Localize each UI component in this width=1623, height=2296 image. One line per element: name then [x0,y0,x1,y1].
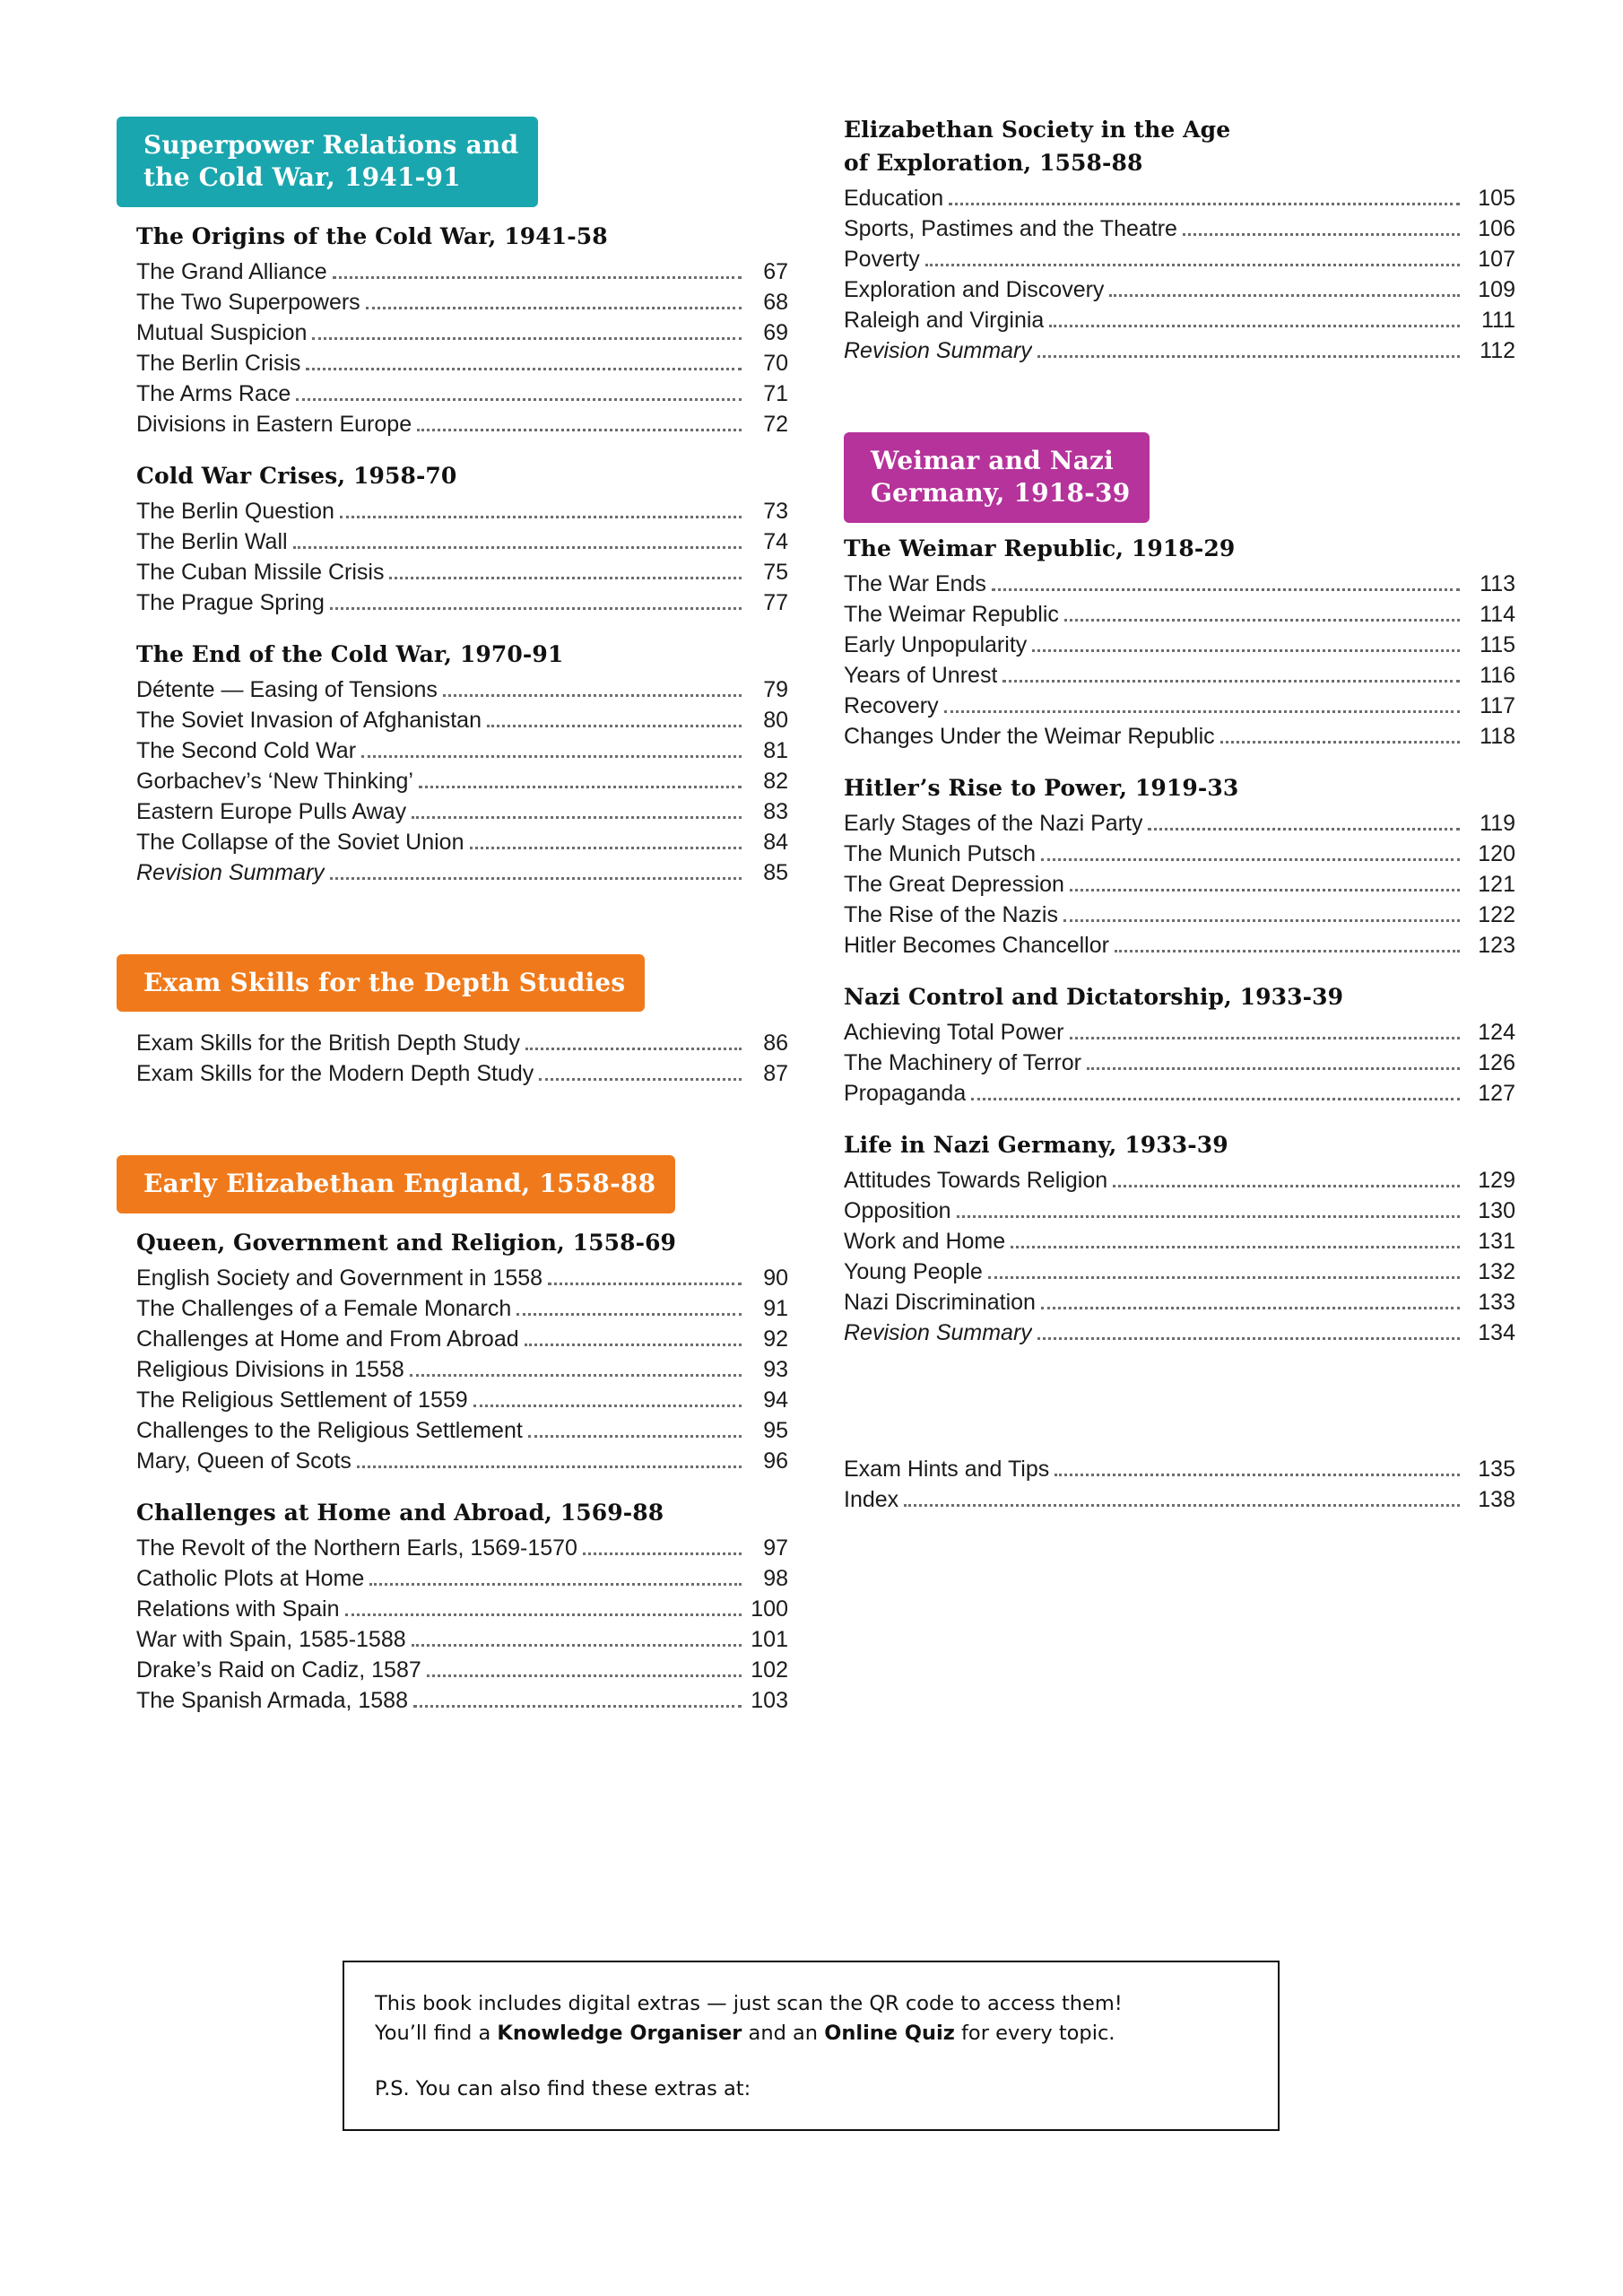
entry-title: The Challenges of a Female Monarch [136,1295,512,1321]
leader-dots [525,1048,742,1050]
entry-page: 127 [1478,1080,1515,1106]
entry-title: The Munich Putsch [844,840,1036,866]
entry-title: The War Ends [844,570,986,596]
toc-entry[interactable] [844,183,1515,213]
entry-page: 107 [1478,247,1515,272]
leader-dots [330,607,742,610]
toc-group-back-matter [844,1454,1515,1515]
leader-dots [306,368,742,370]
toc-group-origins-cold-war [117,223,788,439]
toc-entry[interactable] [136,1685,788,1716]
entry-title: Sports, Pastimes and the Theatre [844,216,1177,241]
toc-entry[interactable] [136,496,788,526]
entry-page: 86 [763,1031,788,1057]
leader-dots [539,1078,742,1081]
toc-entry[interactable] [136,287,788,317]
entry-title: Divisions in Eastern Europe [136,411,412,437]
toc-group-weimar-republic [844,535,1515,752]
leader-dots [1055,1474,1460,1476]
note-line-1: This book includes digital extras — just scan the QR code to access them! [375,1992,1123,2015]
toc-entry[interactable] [844,569,1515,599]
entry-page: 118 [1480,723,1515,749]
leader-dots [443,694,742,697]
note-line-2-part-2: and an [742,2021,825,2045]
toc-entry-index[interactable] [844,1484,1515,1515]
entry-page: 105 [1478,186,1515,211]
leader-dots [548,1283,742,1285]
entry-title: Revision Summary [844,338,1032,363]
toc-entry[interactable] [136,1594,788,1624]
entry-page: 83 [763,798,788,824]
entry-title: Opposition [844,1197,951,1223]
section-banner-superpower-relations [117,117,788,207]
entry-page: 97 [763,1535,788,1561]
entry-page: 93 [763,1356,788,1382]
leader-dots [293,546,742,549]
toc-entry[interactable] [844,900,1515,930]
entry-title: Raleigh and Virginia [844,308,1045,333]
entry-title: The Collapse of the Soviet Union [136,829,464,855]
note-line-2-part-1: You’ll find a [375,2021,498,2045]
toc-entry[interactable] [844,1226,1515,1257]
entry-title: Challenges to the Religious Settlement [136,1417,523,1443]
toc-group-hitlers-rise-to-power [844,775,1515,961]
toc-entry[interactable] [844,721,1515,752]
entry-page: 116 [1480,662,1515,688]
toc-entry[interactable] [844,274,1515,305]
leader-dots [1037,355,1460,358]
toc-group-elizabethan-society [844,117,1515,366]
leader-dots [1041,1307,1460,1309]
entry-title: Recovery [844,692,939,718]
banner-line-1: Early Elizabethan England, 1558-88 [143,1169,656,1199]
toc-entry[interactable] [136,1354,788,1385]
leader-dots [583,1552,742,1555]
leader-dots [417,429,742,431]
leader-dots [312,337,742,340]
entry-page: 119 [1480,810,1515,836]
leader-dots [525,1344,742,1346]
entry-page: 75 [763,559,788,585]
toc-entry[interactable] [844,691,1515,721]
leader-dots [1109,294,1460,297]
toc-entry[interactable] [844,1257,1515,1287]
entry-page: 80 [763,707,788,733]
entry-title: Index [844,1486,899,1512]
banner-line-1: Weimar and Nazi [871,446,1114,475]
toc-entry[interactable] [844,244,1515,274]
leader-dots [1041,858,1460,861]
entry-title: Gorbachev’s ‘New Thinking’ [136,768,413,794]
entry-page: 117 [1480,692,1515,718]
entry-title: The Prague Spring [136,589,325,615]
entry-title: The Great Depression [844,871,1064,897]
entry-title: The Rise of the Nazis [844,901,1058,927]
toc-entry[interactable] [136,1263,788,1293]
entry-title: The Berlin Crisis [136,350,301,376]
toc-entry[interactable] [136,1533,788,1563]
toc-entry[interactable] [136,348,788,378]
entry-page: 132 [1478,1258,1515,1284]
leader-dots [330,877,742,880]
group-heading: Life in Nazi Germany, 1933-39 [844,1131,1228,1158]
toc-entry[interactable] [136,1624,788,1655]
entry-title: Eastern Europe Pulls Away [136,798,407,824]
entry-title: Revision Summary [136,859,325,885]
entry-title: Drake’s Raid on Cadiz, 1587 [136,1657,421,1683]
entry-title: Exploration and Discovery [844,277,1105,302]
entry-title: Revision Summary [844,1319,1032,1345]
toc-entry[interactable] [136,587,788,618]
group-heading: Hitler’s Rise to Power, 1919-33 [844,774,1239,801]
toc-entry[interactable] [844,305,1515,335]
leader-dots [528,1435,742,1438]
entry-page: 115 [1480,631,1515,657]
entry-title: Poverty [844,247,920,272]
toc-entry[interactable] [844,839,1515,869]
entry-page: 95 [763,1417,788,1443]
entry-title: Nazi Discrimination [844,1289,1036,1315]
toc-entry[interactable] [844,1078,1515,1109]
section-banner-early-elizabethan-england [117,1155,788,1213]
entry-title: Exam Skills for the British Depth Study [136,1031,520,1057]
toc-entry[interactable] [136,1385,788,1415]
toc-group-end-cold-war [117,641,788,888]
toc-entry[interactable] [136,735,788,766]
entry-title: Early Unpopularity [844,631,1028,657]
toc-column-right [844,117,1515,1716]
entry-title: Mutual Suspicion [136,319,308,345]
entry-page: 71 [763,380,788,406]
toc-entry[interactable] [844,930,1515,961]
group-heading: Challenges at Home and Abroad, 1569-88 [136,1499,664,1526]
leader-dots [1032,649,1460,652]
entry-title: Changes Under the Weimar Republic [844,723,1215,749]
toc-entry[interactable] [844,599,1515,630]
toc-group-challenges-home-abroad [117,1500,788,1716]
entry-title: The Grand Alliance [136,258,327,284]
note-line-3: P.S. You can also find these extras at: [375,2077,751,2101]
entry-page: 79 [763,676,788,702]
leader-dots [1037,1337,1460,1340]
toc-entry[interactable] [136,1415,788,1446]
leader-dots [1220,741,1460,744]
group-heading: The Origins of the Cold War, 1941-58 [136,222,608,249]
leader-dots [470,847,742,849]
toc-group-life-in-nazi-germany [844,1132,1515,1348]
spacer [117,1112,788,1155]
leader-dots [427,1674,742,1677]
leader-dots [1113,1185,1460,1187]
entry-title: The Arms Race [136,380,291,406]
leader-dots [473,1405,742,1407]
toc-entry[interactable] [136,1655,788,1685]
leader-dots [410,1374,742,1377]
entry-page: 74 [763,528,788,554]
leader-dots [988,1276,1460,1279]
entry-page: 102 [751,1657,788,1683]
toc-group-cold-war-crises [117,463,788,618]
entry-title: The Revolt of the Northern Earls, 1569-1570 [136,1535,577,1561]
leader-dots [1011,1246,1460,1248]
entry-title: Hitler Becomes Chancellor [844,932,1109,958]
entry-title: English Society and Government in 1558 [136,1265,543,1291]
entry-title: War with Spain, 1585-1588 [136,1626,406,1652]
entry-title: Religious Divisions in 1558 [136,1356,404,1382]
entry-page: 109 [1478,277,1515,302]
entry-title: The Weimar Republic [844,601,1059,627]
entry-page: 67 [763,258,788,284]
toc-entry[interactable] [844,1165,1515,1196]
leader-dots [1064,619,1460,622]
toc-group-exam-skills [117,1028,788,1089]
toc-entry-revision-summary[interactable] [844,335,1515,366]
entry-title: The Religious Settlement of 1559 [136,1387,468,1413]
entry-page: 98 [763,1565,788,1591]
leader-dots [516,1313,742,1316]
entry-page: 84 [763,829,788,855]
toc-entry[interactable] [136,1058,788,1089]
entry-page: 70 [763,350,788,376]
toc-entry[interactable] [136,766,788,796]
leader-dots [957,1215,1460,1218]
toc-entry-revision-summary[interactable] [844,1318,1515,1348]
banner-line-2: the Cold War, 1941-91 [143,162,461,193]
leader-dots [487,725,742,727]
leader-dots [1049,325,1460,327]
entry-title: The Berlin Wall [136,528,288,554]
entry-page: 134 [1478,1319,1515,1345]
toc-entry[interactable] [136,674,788,705]
toc-entry[interactable] [844,808,1515,839]
leader-dots [296,398,742,401]
entry-page: 81 [763,737,788,763]
knowledge-organiser-label: Knowledge Organiser [497,2021,742,2045]
entry-page: 91 [763,1295,788,1321]
leader-dots [345,1613,742,1616]
entry-title: Exam Hints and Tips [844,1456,1050,1482]
entry-page: 130 [1478,1197,1515,1223]
leader-dots [925,264,1460,266]
leader-dots [944,710,1460,713]
entry-page: 85 [763,859,788,885]
entry-title: Education [844,186,944,211]
entry-page: 94 [763,1387,788,1413]
entry-page: 72 [763,411,788,437]
toc-entry[interactable] [844,1287,1515,1318]
entry-title: The Soviet Invasion of Afghanistan [136,707,482,733]
entry-page: 92 [763,1326,788,1352]
leader-dots [1115,950,1460,952]
toc-entry[interactable] [136,409,788,439]
entry-title: Challenges at Home and From Abroad [136,1326,519,1352]
leader-dots [412,816,742,819]
leader-dots [1148,828,1460,831]
entry-page: 129 [1478,1167,1515,1193]
entry-page: 90 [763,1265,788,1291]
toc-entry[interactable] [844,1017,1515,1048]
leader-dots [389,577,742,579]
entry-title: Achieving Total Power [844,1019,1064,1045]
entry-page: 135 [1478,1456,1515,1482]
leader-dots [419,786,742,788]
leader-dots [904,1504,1460,1507]
group-heading: Cold War Crises, 1958-70 [136,462,457,489]
entry-title: The Cuban Missile Crisis [136,559,385,585]
entry-page: 131 [1478,1228,1515,1254]
entry-page: 82 [763,768,788,794]
entry-title: The Machinery of Terror [844,1049,1081,1075]
entry-page: 124 [1478,1019,1515,1045]
toc-entry[interactable] [844,213,1515,244]
entry-title: Work and Home [844,1228,1006,1254]
leader-dots [1070,1037,1460,1039]
leader-dots [949,203,1460,205]
toc-columns [117,117,1515,1716]
toc-entry[interactable] [136,827,788,857]
leader-dots [366,307,742,309]
group-heading: The End of the Cold War, 1970-91 [136,640,564,667]
group-heading: Queen, Government and Religion, 1558-69 [136,1229,677,1256]
entry-title: Détente — Easing of Tensions [136,676,438,702]
spacer [117,911,788,954]
entry-page: 69 [763,319,788,345]
leader-dots [1070,889,1460,891]
toc-entry[interactable] [136,1446,788,1476]
toc-entry[interactable] [844,1196,1515,1226]
entry-title: Catholic Plots at Home [136,1565,365,1591]
entry-page: 120 [1478,840,1515,866]
toc-entry-revision-summary[interactable] [136,857,788,888]
entry-page: 100 [751,1596,788,1622]
entry-page: 103 [751,1687,788,1713]
toc-entry[interactable] [136,1324,788,1354]
section-banner-weimar-nazi-germany [844,432,1515,523]
entry-page: 77 [763,589,788,615]
toc-entry[interactable] [136,257,788,287]
toc-group-nazi-control-dictatorship [844,984,1515,1109]
entry-title: Mary, Queen of Scots [136,1448,352,1474]
toc-entry[interactable] [844,1048,1515,1078]
entry-title: Exam Skills for the Modern Depth Study [136,1061,534,1087]
entry-title: Propaganda [844,1080,967,1106]
entry-title: Young People [844,1258,983,1284]
entry-page: 123 [1478,932,1515,958]
toc-entry[interactable] [136,526,788,557]
entry-title: Years of Unrest [844,662,998,688]
leader-dots [412,1644,742,1647]
banner-line-1: Superpower Relations and [143,130,519,160]
toc-entry[interactable] [136,1563,788,1594]
entry-title: Attitudes Towards Religion [844,1167,1108,1193]
spacer [844,389,1515,432]
leader-dots [361,755,742,758]
leader-dots [340,516,742,518]
entry-page: 87 [763,1061,788,1087]
group-heading: The Weimar Republic, 1918-29 [844,535,1236,561]
spacer [844,1371,1515,1454]
entry-title: The Two Superpowers [136,289,360,315]
banner-line-2: Germany, 1918-39 [871,478,1131,509]
toc-group-queen-government-religion [117,1230,788,1476]
toc-entry[interactable] [136,557,788,587]
entry-page: 114 [1480,601,1515,627]
leader-dots [1183,233,1460,236]
entry-title: Early Stages of the Nazi Party [844,810,1143,836]
toc-entry[interactable] [136,1293,788,1324]
toc-entry[interactable] [136,1028,788,1058]
note-line-2 [375,2019,1247,2048]
group-heading: Nazi Control and Dictatorship, 1933-39 [844,983,1344,1010]
toc-entry[interactable] [844,630,1515,660]
entry-page: 126 [1478,1049,1515,1075]
toc-entry[interactable] [136,317,788,348]
entry-page: 113 [1480,570,1515,596]
toc-column-left [117,117,788,1716]
section-heading-line-2: of Exploration, 1558-88 [844,150,1143,176]
toc-entry[interactable] [136,796,788,827]
online-quiz-label: Online Quiz [824,2021,955,2045]
entry-title: Relations with Spain [136,1596,340,1622]
entry-title: The Second Cold War [136,737,357,763]
section-heading-line-1: Elizabethan Society in the Age [844,117,1231,143]
entry-page: 112 [1480,338,1515,363]
leader-dots [413,1705,742,1708]
toc-entry[interactable] [844,660,1515,691]
toc-entry-exam-hints-and-tips[interactable] [844,1454,1515,1484]
entry-page: 68 [763,289,788,315]
entry-page: 106 [1478,216,1515,241]
toc-entry[interactable] [136,378,788,409]
entry-title: The Berlin Question [136,498,334,524]
note-line-2-part-3: for every topic. [954,2021,1115,2045]
entry-page: 101 [751,1626,788,1652]
toc-entry[interactable] [844,869,1515,900]
banner-line-1: Exam Skills for the Depth Studies [143,967,626,997]
entry-page: 96 [763,1448,788,1474]
entry-page: 121 [1478,871,1515,897]
leader-dots [369,1583,742,1586]
section-banner-exam-skills [117,954,788,1012]
leader-dots [1063,919,1460,922]
leader-dots [357,1465,742,1468]
entry-page: 133 [1478,1289,1515,1315]
digital-extras-note-box [343,1961,1280,2131]
leader-dots [971,1098,1460,1100]
leader-dots [1087,1067,1460,1070]
entry-page: 111 [1480,308,1515,333]
entry-page: 138 [1478,1486,1515,1512]
leader-dots [1002,680,1460,683]
entry-title: The Spanish Armada, 1588 [136,1687,408,1713]
entry-page: 122 [1478,901,1515,927]
entry-page: 73 [763,498,788,524]
leader-dots [333,276,742,279]
toc-entry[interactable] [136,705,788,735]
leader-dots [992,588,1460,591]
